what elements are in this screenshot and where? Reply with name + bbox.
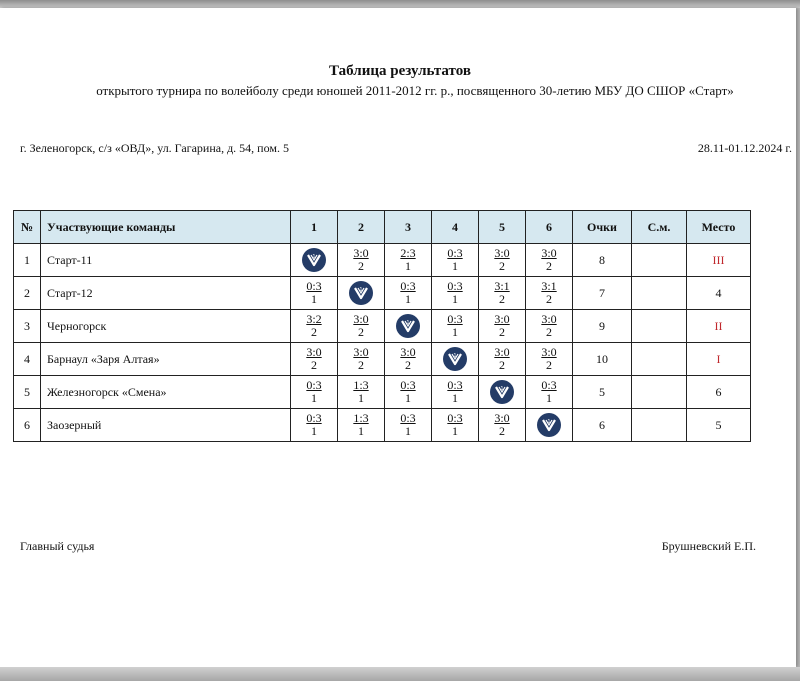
match-score bbox=[494, 247, 509, 273]
column-header: Очки bbox=[573, 211, 632, 244]
match-score bbox=[541, 313, 556, 339]
set-score: 0:3 bbox=[447, 245, 463, 260]
table-row bbox=[14, 376, 751, 409]
match-result-cell bbox=[479, 277, 526, 310]
team-name: Заозерный bbox=[41, 409, 291, 442]
cm-cell bbox=[632, 277, 687, 310]
match-points: 1 bbox=[358, 390, 364, 405]
match-result-cell bbox=[338, 409, 385, 442]
column-header: Участвующие команды bbox=[41, 211, 291, 244]
match-result-cell bbox=[338, 310, 385, 343]
cm-cell bbox=[632, 244, 687, 277]
judge-label: Главный судья bbox=[20, 539, 95, 553]
page-subtitle: открытого турнира по волейболу среди юношей 2011-2012 гг. р., посвященного 30-летию МБУ ДО СШОР «Старт» bbox=[96, 83, 734, 98]
set-score: 3:0 bbox=[400, 344, 416, 359]
window-bottom-bar bbox=[0, 667, 800, 681]
column-header: 1 bbox=[291, 211, 338, 244]
match-score bbox=[400, 247, 415, 273]
match-result-cell bbox=[385, 376, 432, 409]
row-number: 6 bbox=[14, 409, 41, 442]
match-points: 2 bbox=[546, 258, 552, 273]
club-logo-icon bbox=[396, 314, 420, 338]
set-score: 0:3 bbox=[541, 377, 557, 392]
club-logo-icon bbox=[302, 248, 326, 272]
table-header-row bbox=[14, 211, 751, 244]
match-score bbox=[447, 247, 462, 273]
match-points: 1 bbox=[311, 390, 317, 405]
table-row bbox=[14, 310, 751, 343]
row-number: 2 bbox=[14, 277, 41, 310]
set-score: 3:0 bbox=[541, 344, 557, 359]
set-score: 0:3 bbox=[447, 311, 463, 326]
set-score: 3:0 bbox=[494, 311, 510, 326]
window-top-bar bbox=[0, 0, 800, 8]
match-result-cell bbox=[432, 277, 479, 310]
set-score: 3:0 bbox=[494, 344, 510, 359]
set-score: 0:3 bbox=[306, 377, 322, 392]
match-result-cell bbox=[526, 277, 573, 310]
match-points: 1 bbox=[311, 423, 317, 438]
club-logo-icon bbox=[490, 380, 514, 404]
match-score bbox=[306, 346, 321, 372]
match-points: 2 bbox=[499, 423, 505, 438]
match-score bbox=[447, 313, 462, 339]
match-result-cell bbox=[385, 409, 432, 442]
match-result-cell bbox=[479, 343, 526, 376]
points-cell: 8 bbox=[573, 244, 632, 277]
match-points: 1 bbox=[452, 291, 458, 306]
svg-text:1: 1 bbox=[406, 320, 410, 326]
points-cell: 6 bbox=[573, 409, 632, 442]
set-score: 3:2 bbox=[306, 311, 322, 326]
match-points: 2 bbox=[311, 357, 317, 372]
match-score bbox=[400, 346, 415, 372]
match-score bbox=[400, 280, 415, 306]
match-result-cell bbox=[526, 244, 573, 277]
svg-text:1: 1 bbox=[453, 353, 457, 359]
svg-text:1: 1 bbox=[500, 386, 504, 392]
page-title: Таблица результатов bbox=[329, 63, 471, 79]
match-result-cell bbox=[291, 310, 338, 343]
place-cell: III bbox=[687, 244, 751, 277]
points-cell: 9 bbox=[573, 310, 632, 343]
team-name: Барнаул «Заря Алтая» bbox=[41, 343, 291, 376]
set-score: 3:1 bbox=[494, 278, 510, 293]
match-result-cell bbox=[479, 244, 526, 277]
diagonal-logo-cell bbox=[338, 277, 385, 310]
column-header: 5 bbox=[479, 211, 526, 244]
set-score: 3:1 bbox=[541, 278, 557, 293]
match-result-cell bbox=[479, 409, 526, 442]
set-score: 3:0 bbox=[541, 311, 557, 326]
match-result-cell bbox=[479, 310, 526, 343]
set-score: 3:0 bbox=[541, 245, 557, 260]
set-score: 0:3 bbox=[447, 377, 463, 392]
cm-cell bbox=[632, 310, 687, 343]
set-score: 0:3 bbox=[400, 410, 416, 425]
row-number: 3 bbox=[14, 310, 41, 343]
match-score bbox=[447, 280, 462, 306]
club-logo-icon bbox=[443, 347, 467, 371]
match-points: 2 bbox=[311, 324, 317, 339]
column-header: 2 bbox=[338, 211, 385, 244]
column-header: С.м. bbox=[632, 211, 687, 244]
match-result-cell bbox=[432, 376, 479, 409]
match-points: 1 bbox=[452, 390, 458, 405]
place-cell: 4 bbox=[687, 277, 751, 310]
place-cell: 5 bbox=[687, 409, 751, 442]
row-number: 1 bbox=[14, 244, 41, 277]
match-points: 1 bbox=[405, 390, 411, 405]
match-result-cell bbox=[338, 343, 385, 376]
match-points: 2 bbox=[358, 324, 364, 339]
svg-text:1: 1 bbox=[312, 254, 316, 260]
match-score bbox=[353, 346, 368, 372]
match-points: 1 bbox=[452, 324, 458, 339]
match-points: 2 bbox=[358, 258, 364, 273]
column-header: Место bbox=[687, 211, 751, 244]
table-row bbox=[14, 244, 751, 277]
diagonal-logo-cell bbox=[432, 343, 479, 376]
match-result-cell bbox=[385, 244, 432, 277]
match-score bbox=[494, 280, 509, 306]
set-score: 0:3 bbox=[400, 278, 416, 293]
set-score: 2:3 bbox=[400, 245, 416, 260]
match-score bbox=[494, 313, 509, 339]
match-score bbox=[353, 247, 368, 273]
svg-text:1: 1 bbox=[547, 419, 551, 425]
cm-cell bbox=[632, 409, 687, 442]
column-header: № bbox=[14, 211, 41, 244]
match-result-cell bbox=[432, 244, 479, 277]
match-result-cell bbox=[385, 277, 432, 310]
set-score: 0:3 bbox=[306, 410, 322, 425]
points-cell: 10 bbox=[573, 343, 632, 376]
match-points: 2 bbox=[358, 357, 364, 372]
points-cell: 7 bbox=[573, 277, 632, 310]
set-score: 1:3 bbox=[353, 410, 369, 425]
set-score: 3:0 bbox=[353, 311, 369, 326]
team-name: Черногорск bbox=[41, 310, 291, 343]
set-score: 3:0 bbox=[494, 410, 510, 425]
dates-text: 28.11-01.12.2024 г. bbox=[697, 141, 792, 155]
set-score: 1:3 bbox=[353, 377, 369, 392]
match-score bbox=[494, 412, 509, 438]
match-points: 1 bbox=[452, 258, 458, 273]
match-result-cell bbox=[291, 277, 338, 310]
match-points: 2 bbox=[546, 324, 552, 339]
match-score bbox=[541, 379, 556, 405]
set-score: 0:3 bbox=[306, 278, 322, 293]
cm-cell bbox=[632, 376, 687, 409]
match-result-cell bbox=[385, 343, 432, 376]
match-result-cell bbox=[526, 310, 573, 343]
match-points: 1 bbox=[452, 423, 458, 438]
judge-name: Брушневский Е.П. bbox=[661, 539, 756, 553]
club-logo-icon bbox=[537, 413, 561, 437]
match-result-cell bbox=[291, 376, 338, 409]
match-points: 1 bbox=[311, 291, 317, 306]
match-score bbox=[447, 412, 462, 438]
cm-cell bbox=[632, 343, 687, 376]
match-result-cell bbox=[338, 244, 385, 277]
team-name: Старт-11 bbox=[41, 244, 291, 277]
venue-text: г. Зеленогорск, с/з «ОВД», ул. Гагарина, д. 54, пом. 5 bbox=[20, 141, 289, 155]
match-points: 2 bbox=[546, 291, 552, 306]
match-score bbox=[447, 379, 462, 405]
match-points: 2 bbox=[546, 357, 552, 372]
match-score bbox=[400, 412, 415, 438]
row-number: 4 bbox=[14, 343, 41, 376]
points-cell: 5 bbox=[573, 376, 632, 409]
team-name: Старт-12 bbox=[41, 277, 291, 310]
match-score bbox=[541, 346, 556, 372]
column-header: 4 bbox=[432, 211, 479, 244]
match-score bbox=[541, 280, 556, 306]
match-score bbox=[306, 280, 321, 306]
match-result-cell bbox=[291, 343, 338, 376]
team-name: Железногорск «Смена» bbox=[41, 376, 291, 409]
diagonal-logo-cell bbox=[479, 376, 526, 409]
table-row bbox=[14, 343, 751, 376]
match-points: 1 bbox=[546, 390, 552, 405]
diagonal-logo-cell bbox=[526, 409, 573, 442]
match-points: 2 bbox=[499, 291, 505, 306]
match-result-cell bbox=[338, 376, 385, 409]
svg-text:1: 1 bbox=[359, 287, 363, 293]
set-score: 0:3 bbox=[447, 410, 463, 425]
match-score bbox=[353, 412, 368, 438]
set-score: 3:0 bbox=[494, 245, 510, 260]
match-result-cell bbox=[526, 343, 573, 376]
diagonal-logo-cell bbox=[291, 244, 338, 277]
diagonal-logo-cell bbox=[385, 310, 432, 343]
match-points: 2 bbox=[499, 258, 505, 273]
results-body bbox=[14, 244, 751, 442]
column-header: 6 bbox=[526, 211, 573, 244]
match-score bbox=[494, 346, 509, 372]
match-score bbox=[306, 313, 321, 339]
set-score: 0:3 bbox=[400, 377, 416, 392]
table-row bbox=[14, 409, 751, 442]
match-score bbox=[353, 313, 368, 339]
set-score: 0:3 bbox=[447, 278, 463, 293]
set-score: 3:0 bbox=[353, 344, 369, 359]
match-points: 1 bbox=[358, 423, 364, 438]
place-cell: 6 bbox=[687, 376, 751, 409]
match-score bbox=[353, 379, 368, 405]
row-number: 5 bbox=[14, 376, 41, 409]
match-score bbox=[306, 379, 321, 405]
match-score bbox=[400, 379, 415, 405]
match-points: 2 bbox=[405, 357, 411, 372]
match-result-cell bbox=[526, 376, 573, 409]
match-points: 2 bbox=[499, 324, 505, 339]
match-points: 1 bbox=[405, 258, 411, 273]
match-result-cell bbox=[432, 310, 479, 343]
club-logo-icon bbox=[349, 281, 373, 305]
table-row bbox=[14, 277, 751, 310]
match-score bbox=[541, 247, 556, 273]
match-result-cell bbox=[432, 409, 479, 442]
results-table bbox=[13, 210, 751, 442]
set-score: 3:0 bbox=[306, 344, 322, 359]
place-cell: I bbox=[687, 343, 751, 376]
column-header: 3 bbox=[385, 211, 432, 244]
match-points: 2 bbox=[499, 357, 505, 372]
match-result-cell bbox=[291, 409, 338, 442]
match-points: 1 bbox=[405, 423, 411, 438]
set-score: 3:0 bbox=[353, 245, 369, 260]
match-points: 1 bbox=[405, 291, 411, 306]
place-cell: II bbox=[687, 310, 751, 343]
match-score bbox=[306, 412, 321, 438]
